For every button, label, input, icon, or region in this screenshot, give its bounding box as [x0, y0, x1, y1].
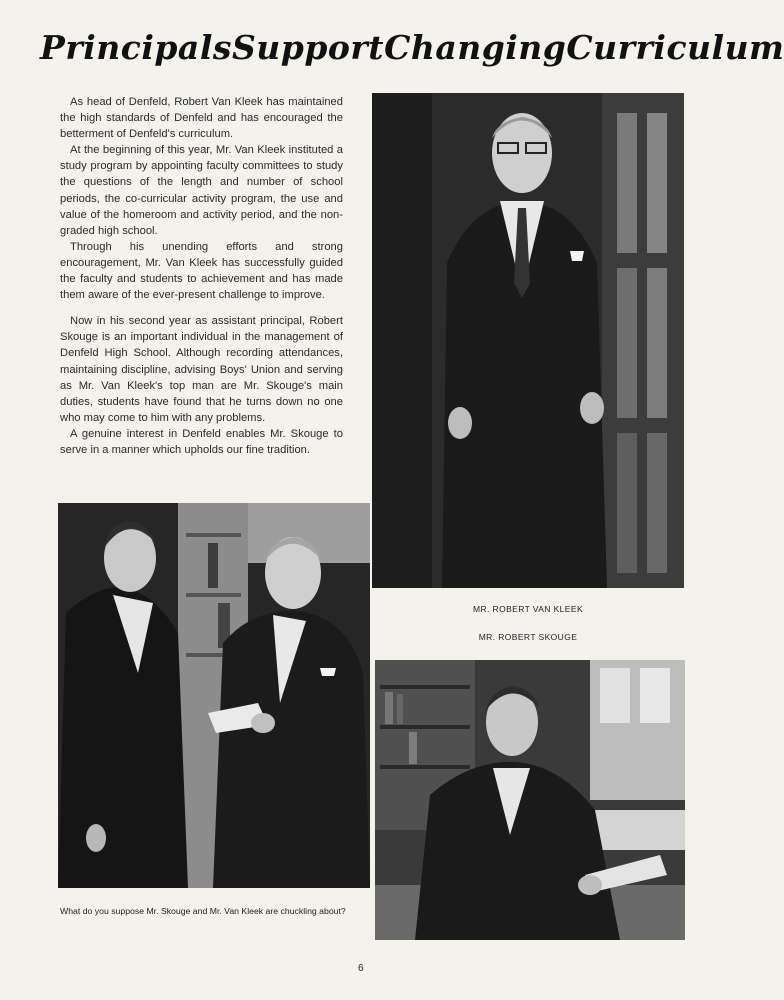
title-word: Principals	[40, 27, 232, 67]
paragraph: At the beginning of this year, Mr. Van Kleek instituted a study program by appointing faculty committees to study the questions of the length and number of school periods, the co-curricular activity program, the use and value of the homeroom and activity period, and the non-graded high school.	[60, 144, 343, 237]
title-word: Support	[231, 27, 385, 67]
paragraph: Now in his second year as assistant principal, Robert Skouge is an important individual in the management of Denfeld High School. Although recording attendances, maintaining discipline, advising Boys' Union and serving as Mr. Van Kleek's top man are Mr. Skouge's main duties, students have found that he turns down no one who may come to him with any problems.	[60, 315, 343, 424]
title-word: Changing	[384, 27, 567, 67]
paragraph: Through his unending efforts and strong encouragement, Mr. Van Kleek has successfully guided the faculty and students to achievement and has made them aware of the ever-present challenge to improve.	[60, 240, 343, 302]
page-title	[40, 22, 784, 72]
page-number: 6	[358, 963, 364, 974]
photo-van-kleek	[372, 93, 684, 588]
photo-both-principals	[58, 503, 370, 888]
article-body	[60, 94, 343, 458]
photo-van-kleek-image	[372, 93, 684, 588]
photo-cutline: What do you suppose Mr. Skouge and Mr. Van Kleek are chuckling about?	[60, 906, 346, 916]
photo-both-principals-image	[58, 503, 370, 888]
caption-skouge: MR. ROBERT SKOUGE	[478, 632, 578, 642]
photo-skouge-image	[375, 660, 685, 940]
title-word: Curriculum	[566, 27, 784, 67]
paragraph: A genuine interest in Denfeld enables Mr. Skouge to serve in a manner which upholds our fine tradition.	[60, 427, 343, 456]
paragraph: As head of Denfeld, Robert Van Kleek has maintained the high standards of Denfeld and has encouraged the betterment of Denfeld's curriculum.	[60, 96, 343, 141]
caption-van-kleek: MR. ROBERT VAN KLEEK	[472, 604, 584, 614]
photo-skouge	[375, 660, 685, 940]
